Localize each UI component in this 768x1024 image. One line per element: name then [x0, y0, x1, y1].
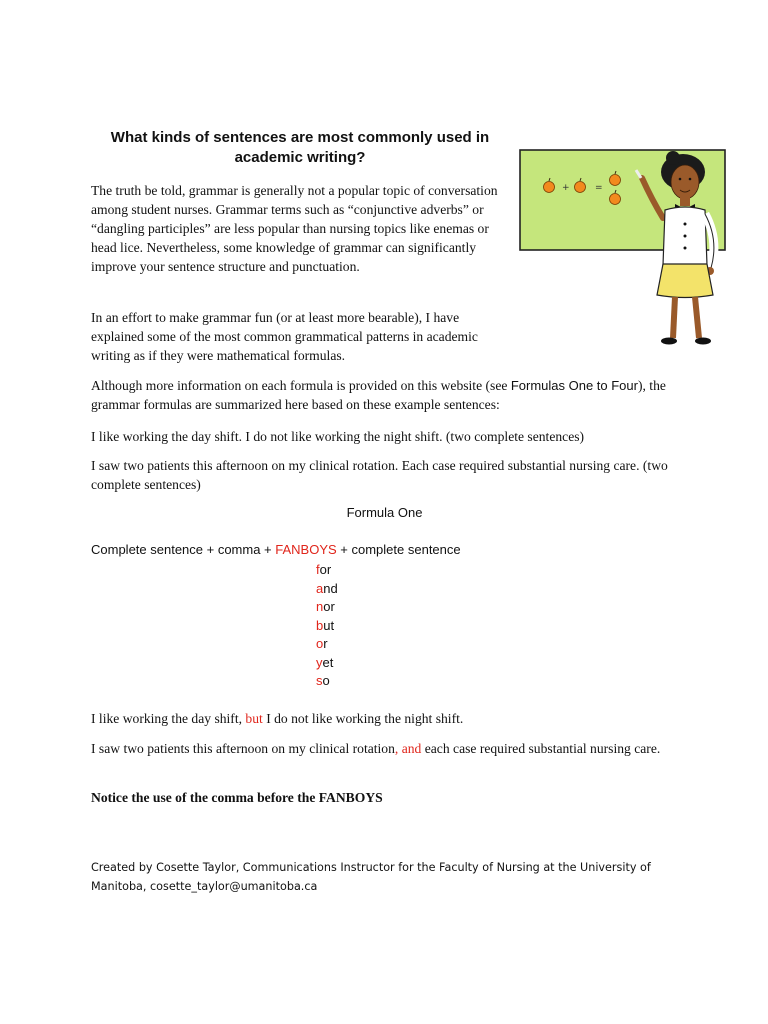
intro-paragraph-3 — [91, 376, 681, 414]
comma-note: Notice the use of the comma before the FANBOYS — [91, 790, 383, 805]
page-title: What kinds of sentences are most commonly used in academic writing? — [110, 129, 490, 166]
fanboys-initial: y — [316, 654, 323, 670]
fanboys-word — [316, 635, 338, 654]
equation-equals: = — [595, 183, 603, 193]
example-sentence-1: I like working the day shift. I do not like working the night shift. (two complete sentences) — [91, 429, 585, 444]
intro-paragraph-3-before: Although more information on each formula is provided on this website (see — [91, 378, 511, 393]
fanboys-word — [316, 672, 338, 691]
footer-credit: Created by Cosette Taylor, Communications Instructor for the Faculty of Nursing at the University of Manitoba, cosette_taylor@umanitoba.ca — [91, 861, 651, 893]
fanboys-rest: o — [322, 673, 330, 688]
result-1-before: I like working the day shift, — [91, 711, 246, 726]
fanboys-word — [316, 617, 338, 636]
fanboys-word — [316, 580, 338, 599]
formulas-link[interactable]: Formulas One to Four — [510, 378, 638, 393]
fanboys-word — [316, 561, 338, 580]
fanboys-rest: or — [323, 599, 335, 614]
fanboys-initial: f — [316, 562, 320, 577]
intro-paragraph-2: In an effort to make grammar fun (or at least more bearable), I have explained some of the most common grammatical patterns in academic writing as if they were mathematical formulas. — [91, 310, 478, 363]
fanboys-initial: o — [316, 636, 324, 651]
fanboys-word — [316, 598, 338, 617]
fanboys-rest: nd — [323, 580, 338, 596]
intro-paragraph-3-after: ), the grammar formulas are summarized here based on these example sentences: — [91, 378, 666, 412]
intro-paragraph-1: The truth be told, grammar is generally not a popular topic of conversation among student nurses. Grammar terms such as “conjunctive adverbs” or “dangling participles” are less popular than nursing topics like enemas or head lice. Nevertheless, some knowledge of grammar can significantly improve your sentence structure and punctuation. — [91, 183, 498, 274]
formula-part-1: Complete sentence + comma + — [91, 542, 276, 557]
teacher-at-chalkboard-icon — [505, 140, 730, 355]
fanboys-initial: b — [316, 617, 324, 633]
example-sentence-2: I saw two patients this afternoon on my clinical rotation. Each case required substantial nursing care. (two complete sentences) — [91, 458, 668, 492]
fanboys-initial: s — [316, 673, 323, 688]
fanboys-initial: n — [316, 599, 324, 614]
result-2-before: I saw two patients this afternoon on my clinical rotation — [91, 741, 395, 756]
result-1-conjunction: but — [245, 711, 263, 726]
fanboys-word — [316, 654, 338, 673]
formula-title: Formula One — [346, 505, 423, 520]
result-2-after: each case required substantial nursing care. — [421, 741, 661, 756]
formula-line — [91, 542, 461, 557]
result-1-after: I do not like working the night shift. — [262, 711, 464, 726]
fanboys-initial: a — [316, 580, 324, 596]
fanboys-rest: et — [322, 654, 334, 670]
fanboys-rest: or — [319, 562, 332, 577]
fanboys-rest: ut — [323, 617, 335, 633]
formula-part-2: + complete sentence — [336, 542, 461, 557]
result-2-conjunction: , and — [394, 741, 422, 756]
result-sentence-2 — [91, 739, 681, 758]
equation-plus: + — [562, 183, 570, 193]
result-sentence-1 — [91, 709, 681, 728]
fanboys-list — [316, 561, 338, 691]
formula-fanboys: FANBOYS — [275, 542, 337, 557]
fanboys-rest: r — [323, 636, 328, 651]
